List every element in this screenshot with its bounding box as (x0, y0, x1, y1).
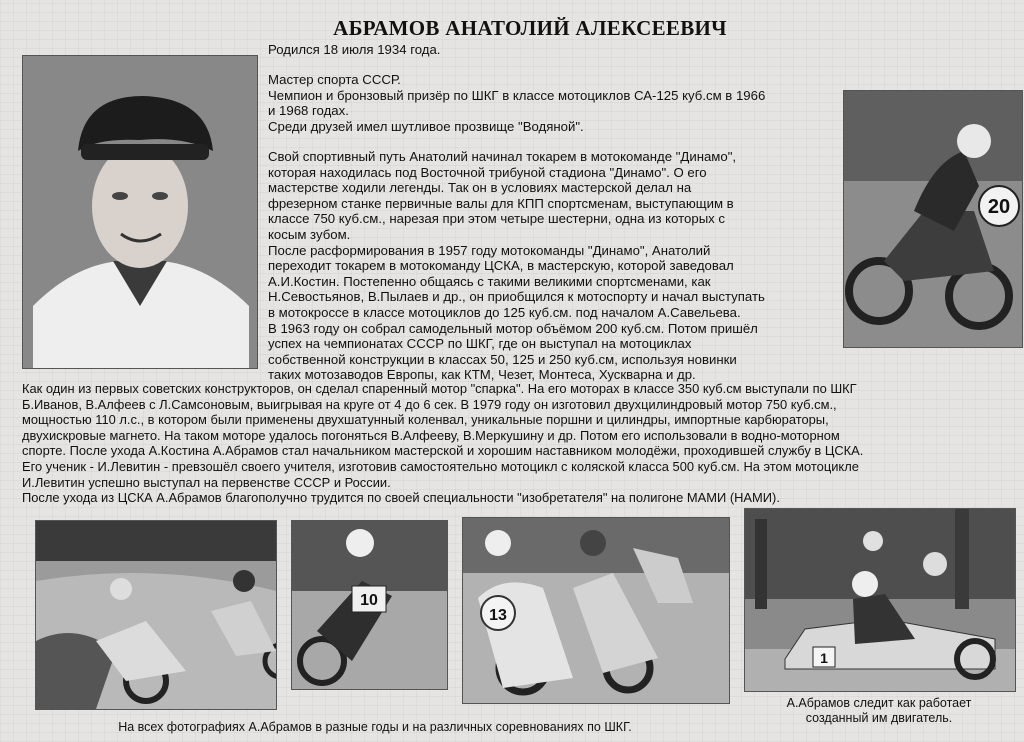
photos-caption: На всех фотографиях А.Абрамов в разные годы и на различных соревнованиях по ШКГ. (118, 720, 632, 734)
page-title: АБРАМОВ АНАТОЛИЙ АЛЕКСЕЕВИЧ (333, 16, 727, 40)
body-line: Н.Севостьянов, В.Пылаев и др., он приобщился к мотоспорту и начал выступать (268, 289, 765, 305)
race-number: 10 (360, 592, 378, 609)
wide-line: Его ученик - И.Левитин - превзошёл своего учителя, изготовив самостоятельно мотоцикл с коляской класса 500 куб.см. На этом мотоцикле (22, 458, 859, 474)
wide-line: спорте. После ухода А.Костина А.Абрамов стал начальником мастерской и хорошим наставником молодёжи, проходившей службу в ЦСКА. (22, 443, 864, 459)
body-line: таких мотозаводов Европы, как КТМ, Чезет, Монтеса, Хускварна и др. (268, 367, 696, 383)
wide-line: мощностью 110 л.с., в котором были применены двухшатунный коленвал, уникальные поршни и цилиндры, импортные карбюраторы, (22, 412, 829, 428)
sidecar-caption-line: А.Абрамов следит как работает (786, 696, 972, 710)
wide-line: Б.Иванов, В.Алфеев с Л.Самсоновым, выигрывая на круге от 4 до 6 сек. В 1979 году он изготовил двухцилиндровый мотор 750 куб.см., (22, 396, 837, 412)
body-line: После расформирования в 1957 году мотокоманды "Динамо", Анатолий (268, 242, 711, 258)
intro-line: и 1968 годах. (268, 103, 349, 119)
body-line: косым зубом. (268, 226, 351, 242)
intro-line: Чемпион и бронзовый призёр по ШКГ в классе мотоциклов СА-125 куб.см в 1966 (268, 87, 766, 103)
intro-text (268, 72, 838, 134)
sidecar-photo (744, 508, 1016, 692)
body-line: собственной конструкции в классах 50, 125 и 250 куб.см, используя новинки (268, 351, 737, 367)
wide-line: двухискровые магнето. На таком моторе удалось погоняться В.Алфееву, В.Меркушину и др. Потом его использовали в водно-моторном (22, 427, 840, 443)
wide-line: И.Левитин успешно выступал на первенстве СССР и России. (22, 474, 391, 490)
body-line: А.И.Костин. Постепенно общаясь с такими великими спортсменами, как (268, 273, 711, 289)
body-line: В 1963 году он собрал самодельный мотор объёмом 200 куб.см. Потом пришёл (268, 320, 758, 336)
sidecar-caption (744, 696, 1014, 726)
body-line: Свой спортивный путь Анатолий начинал токарем в мотокоманде "Динамо", (268, 149, 737, 164)
body-line: успех на чемпионатах СССР по ШКГ, где он выступал на мотоциклах (268, 336, 692, 352)
sidecar-caption-line: созданный им двигатель. (805, 711, 953, 725)
body-line: которая находилась под Восточной трибуной стадиона "Динамо". О его (268, 164, 707, 180)
wide-biography-text (22, 381, 1022, 506)
race-photo-1 (35, 520, 277, 710)
race-photo-top-right (843, 90, 1023, 348)
body-line: мастерстве ходили легенды. Так он в условиях мастерской делал на (268, 180, 692, 196)
body-line: переходит токарем в мотокоманду ЦСКА, в мастерскую, которой заведовал (268, 258, 734, 274)
race-number: 13 (489, 607, 507, 624)
portrait-photo (22, 55, 258, 369)
race-number: 20 (987, 196, 1011, 218)
race-photo-2 (291, 520, 448, 690)
intro-line: Мастер спорта СССР. (268, 72, 401, 87)
wide-line: Как один из первых советских конструкторов, он сделал спаренный мотор "спарка". На его моторах в классе 350 куб.см выступали по ШКГ (22, 381, 857, 396)
body-line: фрезерном станке первичные валы для КПП спортсменам, выступающим в (268, 195, 734, 211)
race-number: 1 (820, 650, 828, 666)
wide-line: После ухода из ЦСКА А.Абрамов благополучно трудится по своей специальности "изобретателя" на полигоне МАМИ (НАМИ). (22, 490, 780, 506)
intro-line: Среди друзей имел шутливое прозвище "Водяной". (268, 118, 584, 134)
body-line: классе 750 куб.см., нарезая при этом четыре шестерни, одна из которых с (268, 211, 726, 227)
body-line: в мотокроссе в классе мотоциклов до 125 куб.см. под началом А.Савельева. (268, 304, 741, 320)
race-photo-3 (462, 517, 730, 704)
biography-text (268, 149, 848, 383)
born-text: Родился 18 июля 1934 года. (268, 42, 441, 57)
